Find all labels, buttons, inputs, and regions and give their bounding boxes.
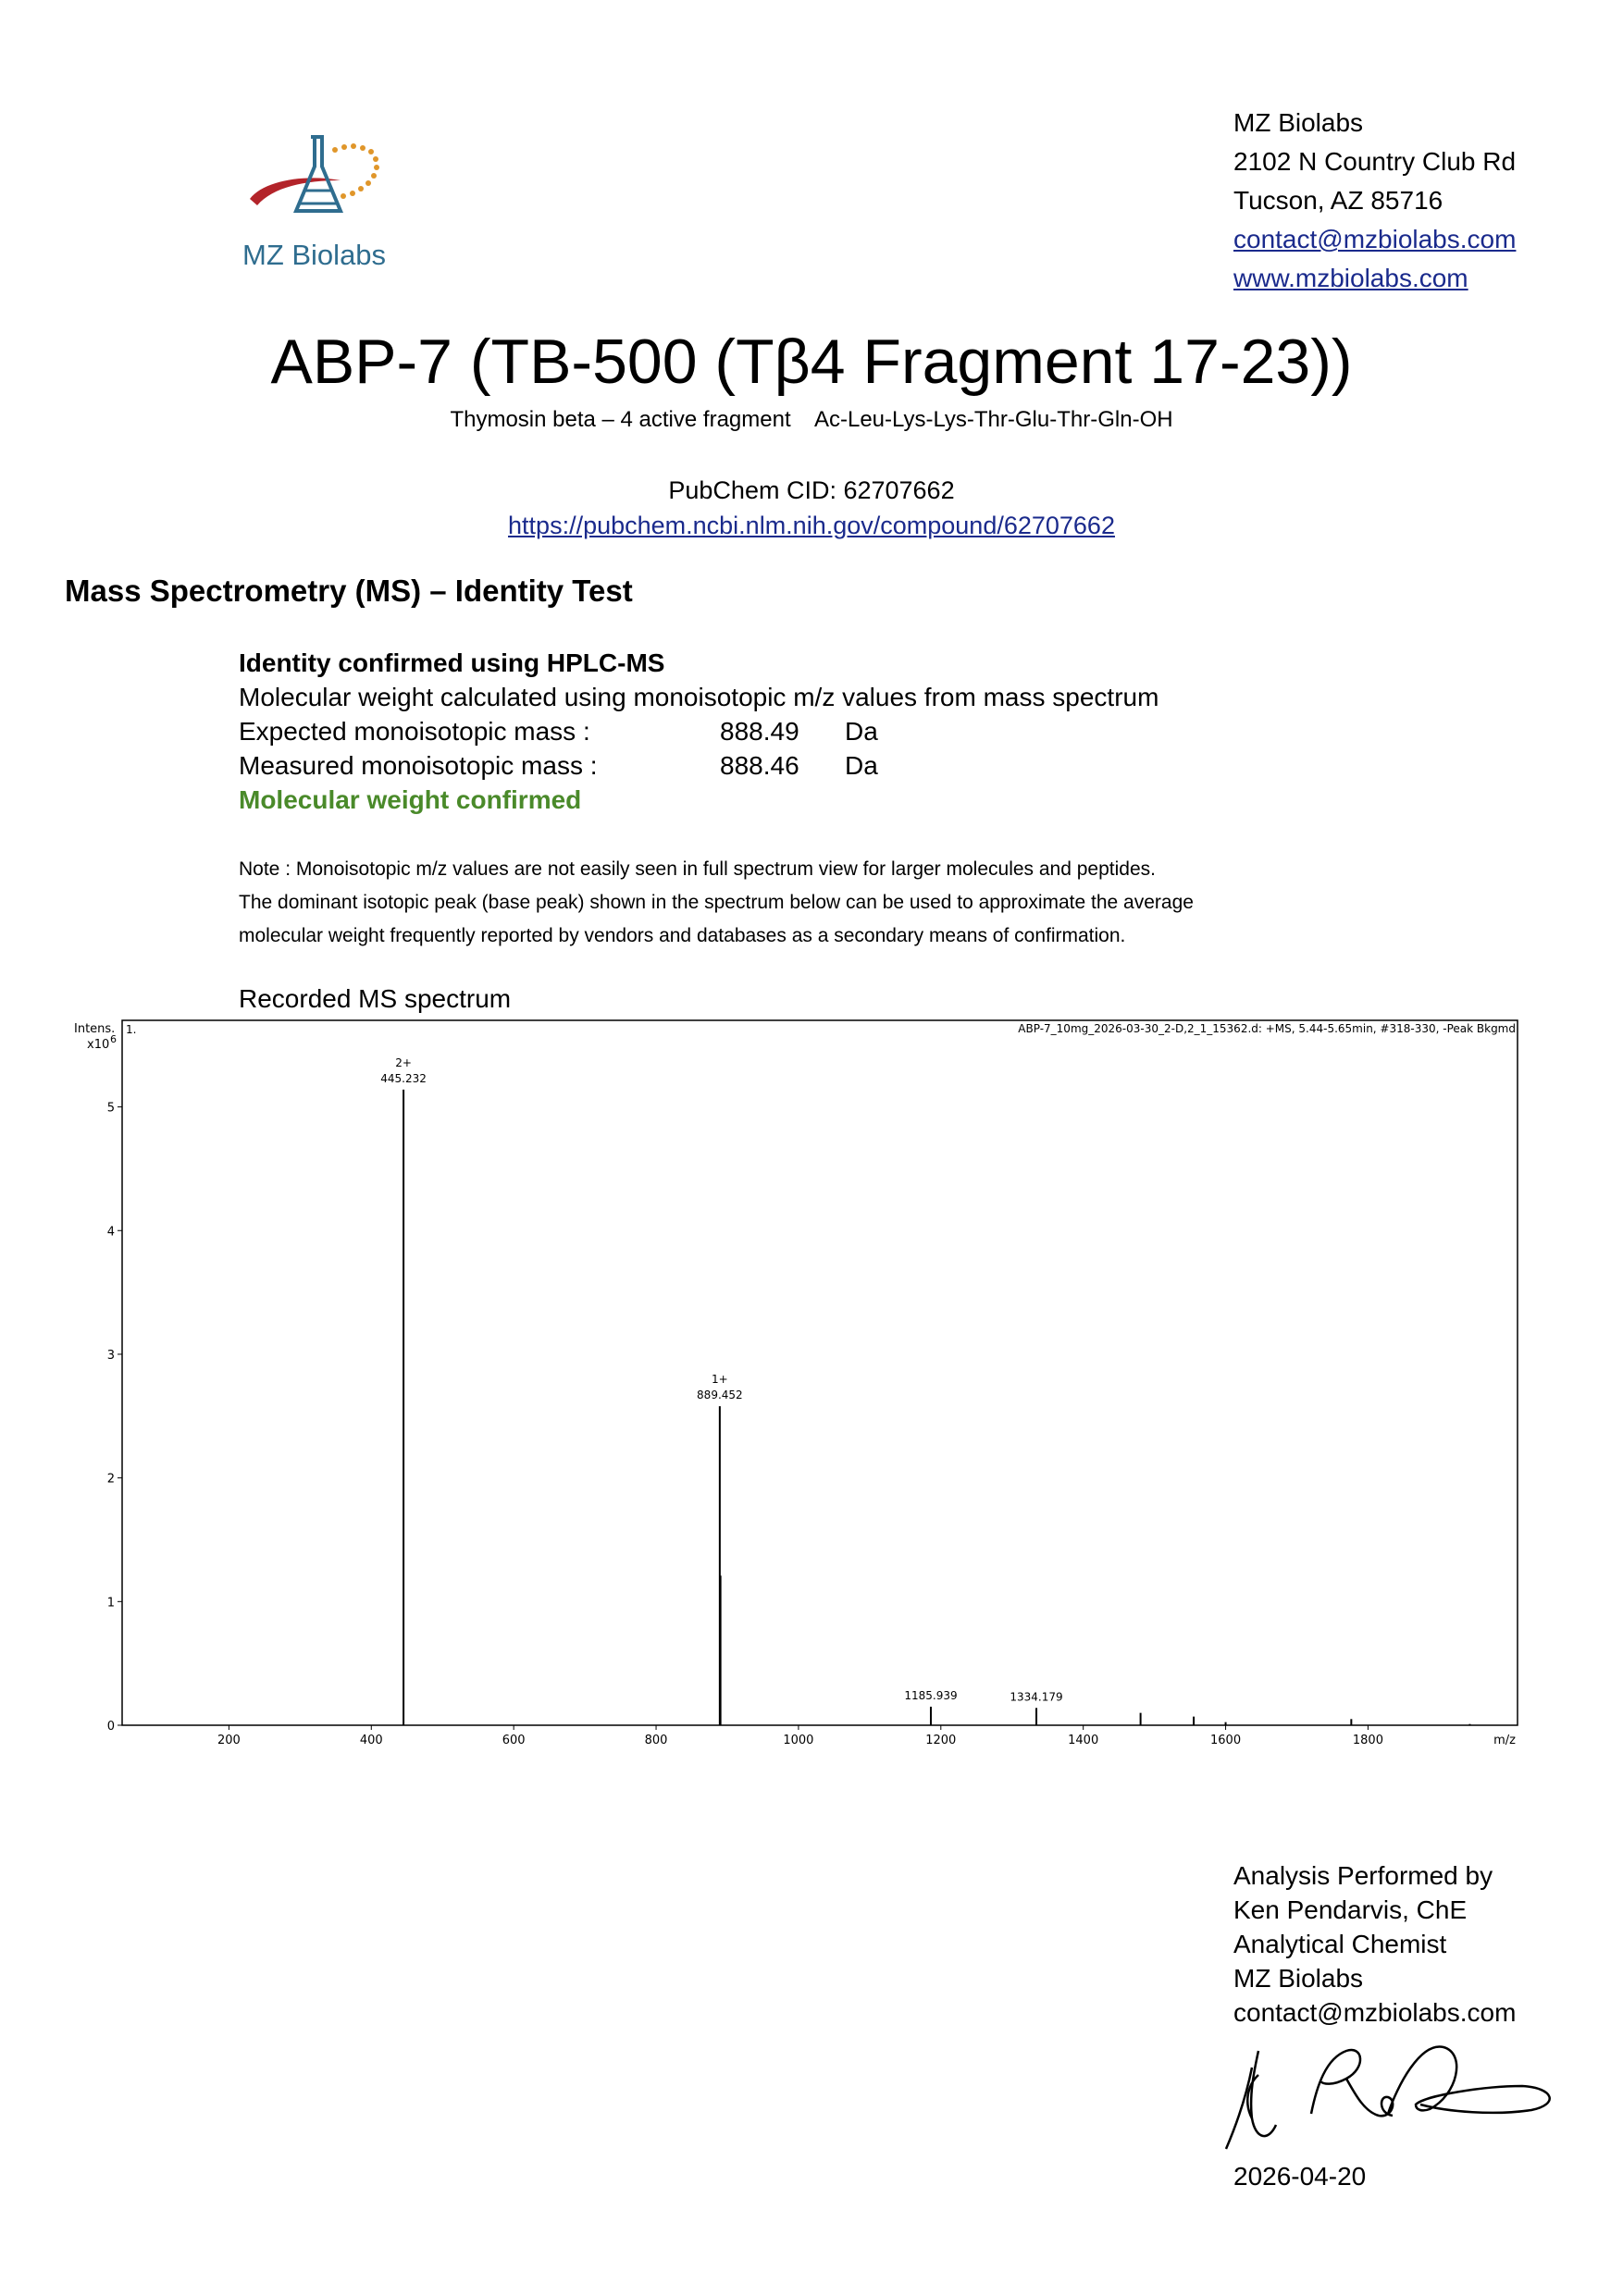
confirmation-text: Molecular weight confirmed: [239, 785, 582, 814]
analyst-name: Ken Pendarvis, ChE: [1233, 1895, 1468, 1924]
note-line: Note : Monoisotopic m/z values are not easily seen in full spectrum view for larger molecules and peptides.: [239, 858, 1156, 880]
analysis-performed-block: [1233, 1858, 1516, 2030]
peak-mz-label: 1334.179: [1010, 1690, 1063, 1704]
email-link[interactable]: contact@mzbiolabs.com: [1233, 225, 1517, 253]
note-line: The dominant isotopic peak (base peak) shown in the spectrum below can be used to approximate the average: [239, 892, 1194, 913]
measured-mass-unit: Da: [845, 751, 878, 780]
logo-text: MZ Biolabs: [242, 239, 387, 271]
pubchem-link[interactable]: https://pubchem.ncbi.nlm.nih.gov/compound/62707662: [508, 512, 1115, 539]
y-tick-label: 3: [106, 1348, 115, 1363]
plot-header-text: ABP-7_10mg_2026-03-30_2-D,2_1_15362.d: +MS, 5.44-5.65min, #318-330, -Peak Bkgmd: [1018, 1022, 1516, 1035]
x-tick-label: 800: [644, 1734, 668, 1747]
peak-charge-label: 1+: [712, 1373, 728, 1387]
y-tick-label: 4: [106, 1225, 115, 1240]
x-tick-label: 600: [502, 1734, 526, 1747]
product-title: ABP-7 (TB-500 (Tβ4 Fragment 17-23)): [270, 327, 1353, 397]
analyst-role: Analytical Chemist: [1233, 1930, 1447, 1958]
x-tick-label: 1200: [925, 1734, 957, 1747]
ms-spectrum-chart: [56, 1013, 1536, 1753]
plot-corner-label: 1.: [126, 1023, 137, 1036]
measured-mass-value: 888.46: [720, 751, 799, 780]
y-tick-label: 2: [106, 1472, 115, 1487]
pubchem-block: [0, 473, 1623, 543]
note-line: molecular weight frequently reported by vendors and databases as a secondary means of confirmation.: [239, 925, 1126, 946]
x-tick-label: 1400: [1068, 1734, 1099, 1747]
x-axis-label: m/z: [1493, 1734, 1516, 1747]
y-exponent: 6: [110, 1033, 117, 1045]
measured-mass-row: [239, 748, 1158, 783]
y-axis-label: Intens.: [74, 1022, 116, 1036]
identity-block: [239, 646, 1158, 817]
expected-mass-row: [239, 714, 1158, 748]
x-tick-label: 1000: [783, 1734, 814, 1747]
section-heading: Mass Spectrometry (MS) – Identity Test: [65, 574, 633, 608]
address-street: 2102 N Country Club Rd: [1233, 147, 1517, 176]
x-tick-label: 200: [217, 1734, 241, 1747]
expected-mass-value: 888.49: [720, 717, 799, 746]
peak-mz-label: 889.452: [697, 1389, 743, 1402]
spectrum-peaks: [380, 1056, 1469, 1725]
note-block: [239, 853, 1194, 953]
flask-logo-icon: [231, 130, 416, 241]
identity-heading: Identity confirmed using HPLC-MS: [239, 648, 665, 677]
method-text: Molecular weight calculated using monoisotopic m/z values from mass spectrum: [239, 683, 1159, 711]
y-axis: [107, 1102, 122, 1734]
y-tick-label: 5: [106, 1101, 115, 1116]
address-company: MZ Biolabs: [1233, 108, 1364, 137]
signature-image: [1208, 2031, 1573, 2160]
expected-mass-unit: Da: [845, 717, 878, 746]
x-tick-label: 400: [359, 1734, 383, 1747]
company-address: [1233, 104, 1516, 298]
analyst-email: contact@mzbiolabs.com: [1233, 1998, 1517, 2027]
performed-by-label: Analysis Performed by: [1233, 1861, 1493, 1890]
expected-mass-label: Expected monoisotopic mass :: [239, 717, 590, 746]
y-tick-label: 0: [106, 1720, 115, 1734]
x-axis: [217, 1725, 1516, 1747]
website-link[interactable]: www.mzbiolabs.com: [1233, 264, 1468, 292]
y-tick-label: 1: [106, 1596, 115, 1611]
product-subtitle: Thymosin beta – 4 active fragment Ac-Leu-Lys-Lys-Thr-Glu-Thr-Gln-OH: [450, 407, 1173, 432]
peak-charge-label: 2+: [395, 1055, 412, 1069]
pubchem-cid: PubChem CID: 62707662: [668, 476, 955, 504]
signature-date: 2026-04-20: [1233, 2162, 1367, 2191]
y-exponent-label: x10: [87, 1038, 110, 1052]
peak-mz-label: 1185.939: [904, 1688, 958, 1702]
company-logo: [231, 130, 416, 278]
measured-mass-label: Measured monoisotopic mass :: [239, 751, 598, 780]
x-tick-label: 1800: [1352, 1734, 1383, 1747]
address-city: Tucson, AZ 85716: [1233, 186, 1443, 215]
spectrum-label: Recorded MS spectrum: [239, 984, 512, 1013]
x-tick-label: 1600: [1210, 1734, 1242, 1747]
plot-frame: [122, 1020, 1518, 1725]
peak-mz-label: 445.232: [380, 1071, 427, 1085]
analyst-company: MZ Biolabs: [1233, 1964, 1364, 1993]
